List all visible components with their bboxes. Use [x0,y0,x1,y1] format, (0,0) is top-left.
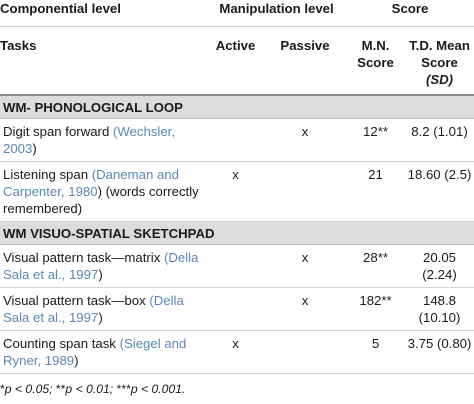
table-footnote: *p < 0.05; **p < 0.01; ***p < 0.001. [0,382,186,396]
td-score-cell: 18.60 (2.5) [405,162,474,222]
header-td-sd: (SD) [425,72,454,87]
citation-link[interactable]: (Della Sala et al., 1997 [3,250,199,282]
header-tasks: Tasks [0,27,207,96]
active-cell [207,288,264,331]
task-name: Counting span task [3,336,120,351]
header-row-1 [0,0,474,27]
header-row-2 [0,27,474,96]
mn-score-cell: 182** [346,288,405,331]
task-extra: (words correctly remembered) [3,184,199,216]
citation-link[interactable]: (Wechsler, 2003 [3,124,176,156]
passive-cell: x [264,119,346,162]
active-cell: x [207,331,264,374]
active-cell [207,119,264,162]
mn-score-cell: 28** [346,245,405,288]
td-score-cell: 20.05 (2.24) [405,245,474,288]
task-name: Listening span [3,167,92,182]
citation-link[interactable]: (Della Sala et al., 1997 [3,293,184,325]
header-mn-score-line1: M.N. [361,38,390,53]
table-row [0,245,474,288]
header-td-line3 [407,71,472,88]
section-header-visuo-spatial-sketchpad [0,222,474,245]
citation-close: ) [74,353,79,368]
citation-link[interactable]: (Daneman and Carpenter, 1980 [3,167,179,199]
section-title: WM VISUO-SPATIAL SKETCHPAD [0,222,474,245]
citation-link[interactable]: (Siegel and Ryner, 1989 [3,336,187,368]
task-cell [0,245,207,288]
passive-cell [264,331,346,374]
task-name: Visual pattern task—matrix [3,250,164,265]
header-score: Score [346,0,474,27]
citation-close: ) [97,184,102,199]
header-componential-level: Componential level [0,0,207,27]
td-score-cell: 3.75 (0.80) [405,331,474,374]
header-mn-score-line2: Score [357,55,394,70]
passive-cell: x [264,245,346,288]
table-row [0,119,474,162]
active-cell: x [207,162,264,222]
table-row [0,162,474,222]
footnote-p1: p < 0.05; [4,382,56,396]
passive-cell [264,162,346,222]
task-cell [0,288,207,331]
mn-score-cell: 21 [346,162,405,222]
passive-cell: x [264,288,346,331]
footnote-p3: p < 0.001. [130,382,186,396]
header-mn-score [346,27,405,96]
task-cell [0,119,207,162]
header-td-mean-score [405,27,474,96]
citation-close: ) [98,310,103,325]
mn-score-cell: 12** [346,119,405,162]
task-cell [0,162,207,222]
task-cell [0,331,207,374]
header-td-line1: T.D. Mean [409,38,470,53]
table-row [0,288,474,331]
citation-close: ) [98,267,103,282]
section-title: WM- PHONOLOGICAL LOOP [0,95,474,119]
task-name: Visual pattern task—box [3,293,150,308]
header-manipulation-level: Manipulation level [207,0,346,27]
td-score-cell: 148.8 (10.10) [405,288,474,331]
citation-close: ) [32,141,37,156]
td-score-cell: 8.2 (1.01) [405,119,474,162]
section-header-phonological-loop [0,95,474,119]
task-name: Digit span forward [3,124,113,139]
active-cell [207,245,264,288]
header-active: Active [207,27,264,96]
mn-score-cell: 5 [346,331,405,374]
footnote-p2: p < 0.01; [65,382,117,396]
table-row [0,331,474,374]
header-passive: Passive [264,27,346,96]
header-td-line2: Score [421,55,458,70]
